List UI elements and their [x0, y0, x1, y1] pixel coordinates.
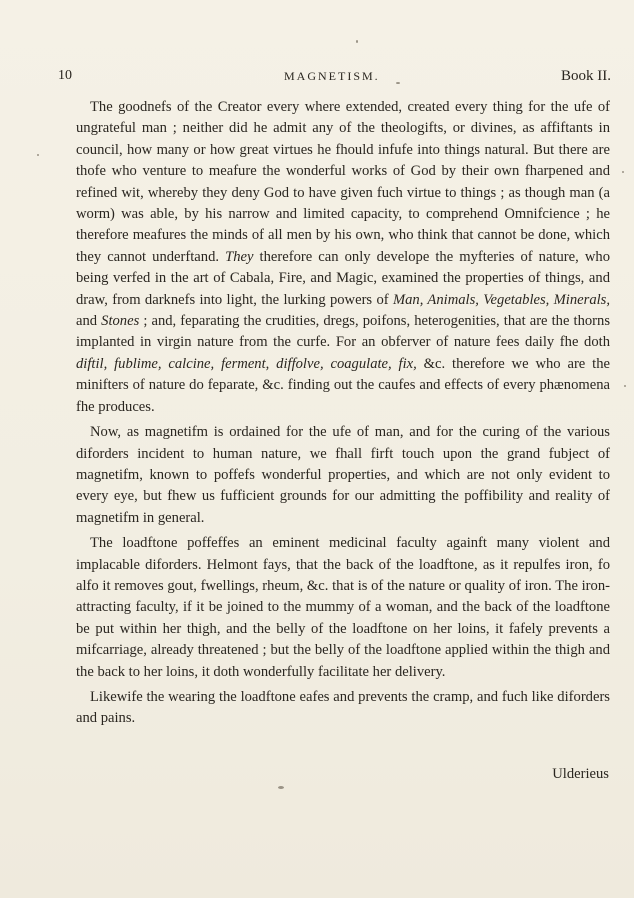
- italic-text-run: diftil, fublime, calcine, ferment, diffolve, coagulate, fix,: [76, 355, 417, 372]
- ink-speck: [622, 171, 624, 173]
- text-run: The loadftone poffeffes an eminent medicinal faculty againft many violent and implacable diforders. Helmont fays, that the back of the loadftone, as it repulfes iron, fo alfo it removes gout, fwellings, rheum, &c. that is of the nature or quality of iron. The iron-attracting faculty, if it be joined to the mummy of a woman, and the back of the loadftone be put within her thigh, and the belly of the loadftone on her loins, it fafely prevents a mifcarriage, already threatened ; but the belly of the loadftone applied within the thigh and the back to her loins, it doth wonderfully facilitate her delivery.: [76, 535, 610, 680]
- page-number: 10: [58, 68, 72, 83]
- italic-text-run: They: [225, 248, 254, 265]
- text-run: ; and, feparating the crudities, dregs, poifons, heterogenities, that are the thorns implanted in virgin nature from the curfe. For an obferver of nature fees daily fhe doth: [76, 313, 610, 351]
- ink-speck: [624, 385, 626, 387]
- paragraph: [76, 97, 610, 418]
- text-run: Now, as magnetifm is ordained for the ufe of man, and for the curing of the various diforders incident to human nature, we fhall firft touch upon the grand fubject of magnetifm, known to poffefs wonderful properties, and which are not only evident to every eye, but fhew us fufficient grounds for our admitting the poffibility and reality of magnetifm in general.: [76, 424, 610, 526]
- text-run: Likewife the wearing the loadftone eafes and prevents the cramp, and fuch like diforders and pains.: [76, 688, 610, 727]
- paragraph: [76, 687, 610, 730]
- text-run: therefore can only develope the myfteries of nature, who being verfed in the art of Cabala, Fire, and Magic, examined the properties of things, and draw, from darknefs into light, the lurking powers of: [76, 248, 610, 308]
- paragraph: [76, 533, 610, 683]
- ink-speck: [356, 40, 358, 43]
- text-run: &c. therefore we who are the minifters of nature do feparate, &c. finding out the caufes and effects of every phænomena fhe produces.: [76, 355, 610, 415]
- book-label: Book II.: [561, 68, 611, 84]
- running-header: [58, 68, 611, 88]
- italic-text-run: Man, Animals, Vegetables, Minerals,: [392, 291, 610, 308]
- text-run: The goodnefs of the Creator every where extended, created every thing for the ufe of ungrateful man ; neither did he admit any of the theologifts, or divines, as affiftants in council, how many or how great virtues he fhould infufe into things natural. But there are thofe who venture to meafure the wonderful works of God by their own fharpened and refined wit, whereby they deny God to have given fuch virtue to things ; as though man (a worm) was able, by his narrow and limited capacity, to comprehend Omnifcience ; he therefore meafures the minds of all men by his own, who think that cannot be done, which they cannot underftand.: [76, 99, 610, 265]
- running-title: MAGNETISM.: [284, 69, 380, 83]
- italic-text-run: Stones: [101, 313, 140, 330]
- paragraph: [76, 422, 610, 529]
- ink-speck: [37, 154, 39, 156]
- text-run: and: [76, 313, 102, 330]
- body-text: [76, 97, 610, 730]
- catchword: Ulderieus: [552, 766, 609, 782]
- ink-speck: [278, 786, 284, 789]
